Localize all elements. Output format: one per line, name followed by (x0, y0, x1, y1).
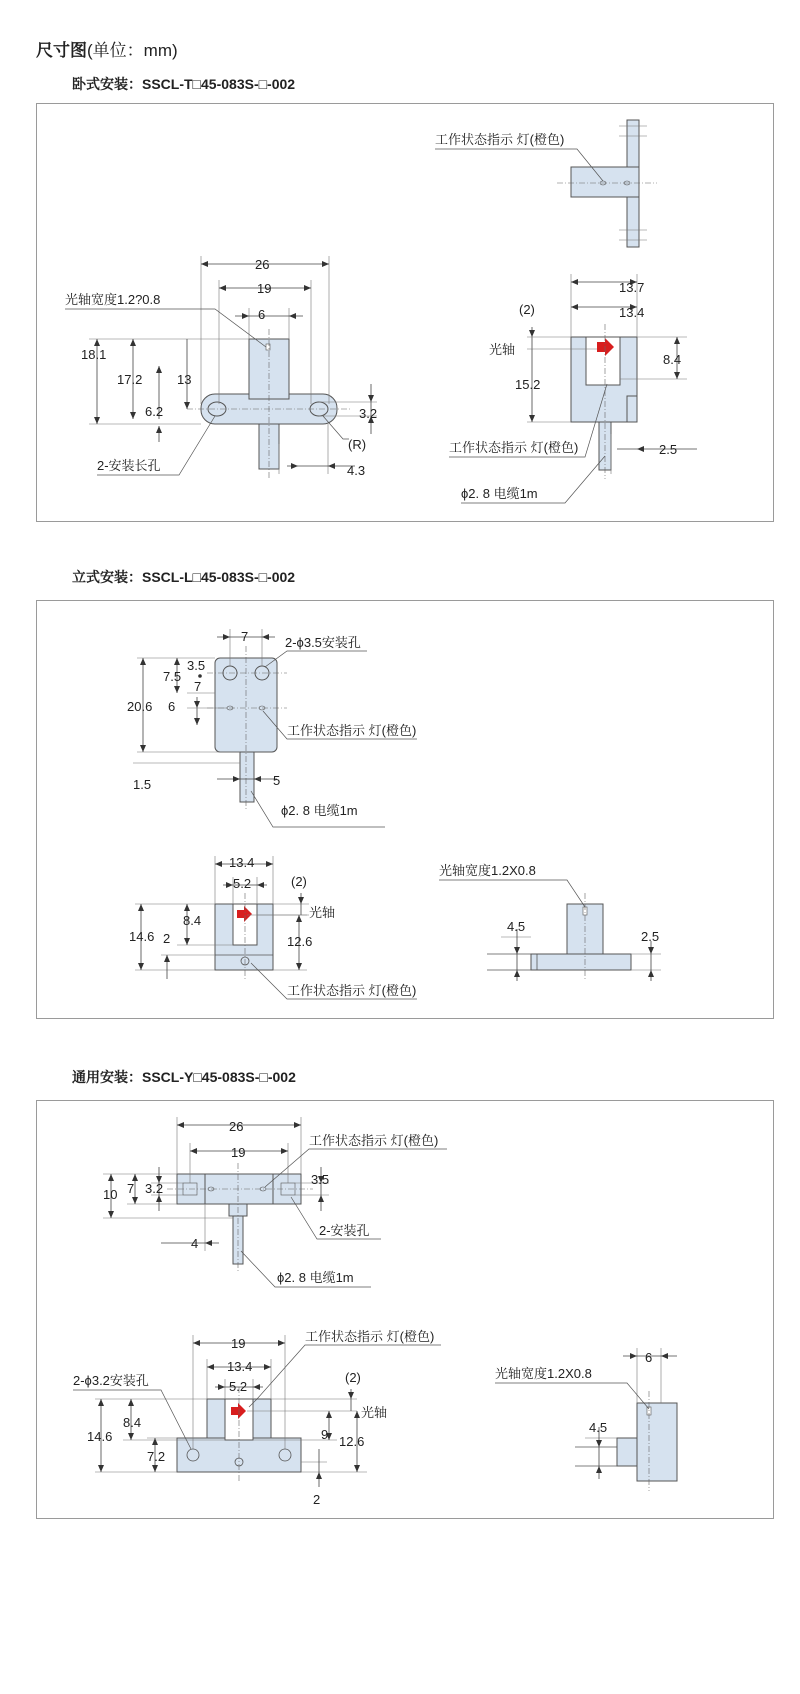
dim-13-4: 13.4 (227, 1359, 253, 1374)
dim-5: 5 (273, 773, 281, 788)
horizontal-top-view (435, 120, 657, 247)
dim-7: 7 (127, 1181, 135, 1196)
horizontal-front-view (65, 256, 377, 479)
vertical-right-view (439, 863, 661, 981)
dim-15-2: 15.2 (515, 377, 541, 392)
dim-20-6: 20.6 (127, 699, 153, 714)
dim-4-3: 4.3 (347, 463, 366, 478)
dim-6-2: 6.2 (145, 404, 164, 419)
dim-26: 26 (255, 257, 270, 272)
dim-3-5: 3.5 (187, 658, 206, 673)
dim-13-4: 13.4 (229, 855, 255, 870)
universal-right-view (495, 1348, 677, 1491)
page-title-unit: (单位：mm) (87, 41, 178, 60)
dim-6: 6 (645, 1350, 653, 1365)
dim-2b: 2 (313, 1492, 321, 1507)
dim-13-4: 13.4 (619, 305, 645, 320)
label-mount-holes: 2-安装孔 (319, 1223, 370, 1238)
dim-8-4: 8.4 (183, 913, 202, 928)
panel-horizontal-mount (36, 103, 774, 522)
dim-12-6: 12.6 (339, 1434, 365, 1449)
dim-10: 10 (103, 1187, 118, 1202)
dim-4: 4 (191, 1236, 199, 1251)
dim-7-2: 7.2 (147, 1449, 166, 1464)
dim-2: (2) (291, 874, 307, 889)
universal-side-view (73, 1329, 441, 1507)
label-indicator: 工作状态指示 灯(橙色) (309, 1133, 439, 1148)
dim-7-5: 7.5 (163, 669, 182, 684)
label-optical-axis-width: 光轴宽度1.2X0.8 (495, 1366, 592, 1381)
dim-4-5: 4.5 (589, 1420, 608, 1435)
dim-3-2: 3.2 (359, 406, 378, 421)
vertical-side-view (129, 855, 417, 999)
dim-12-6: 12.6 (287, 934, 313, 949)
dim-2: (2) (345, 1370, 361, 1385)
label-cable: ϕ2. 8 电缆1m (281, 803, 358, 818)
label-optical-axis-width: 光轴宽度1.2?0.8 (65, 292, 161, 307)
dim-5-2: 5.2 (229, 1379, 248, 1394)
dim-2-5: 2.5 (659, 442, 678, 457)
dim-13: 13 (177, 372, 192, 387)
label-indicator-2: 工作状态指示 灯(橙色) (305, 1329, 435, 1344)
dim-13-7: 13.7 (619, 280, 645, 295)
label-mount-holes-2: 2-ϕ3.2安装孔 (73, 1373, 149, 1388)
dim-7: 7 (241, 629, 249, 644)
label-radius: (R) (348, 437, 367, 452)
dim-1-5: 1.5 (133, 777, 152, 792)
drawing-vertical-mount (37, 601, 773, 1018)
label-indicator: 工作状态指示 灯(橙色) (287, 723, 417, 738)
universal-top-view (103, 1117, 447, 1287)
dim-2: (2) (519, 302, 535, 317)
dim-9: 9 (321, 1427, 329, 1442)
label-mount-holes: 2-ϕ3.5安装孔 (285, 635, 361, 650)
dim-17-2: 17.2 (117, 372, 143, 387)
dim-8-4: 8.4 (663, 352, 682, 367)
label-optical-axis-width: 光轴宽度1.2X0.8 (439, 863, 536, 878)
dim-26: 26 (229, 1119, 244, 1134)
dim-8-4: 8.4 (123, 1415, 142, 1430)
label-optical-axis: 光轴 (309, 905, 336, 920)
label-indicator-2: 工作状态指示 灯(橙色) (287, 983, 417, 998)
panel-universal-mount (36, 1100, 774, 1519)
dim-6: 6 (168, 699, 176, 714)
section-heading-horizontal: 卧式安装：SSCL-T□45-083S-□-002 (72, 76, 296, 92)
label-cable: ϕ2. 8 电缆1m (277, 1270, 354, 1285)
dim-4-5: 4.5 (507, 919, 526, 934)
dim-19b: 19 (231, 1336, 246, 1351)
dim-5-2: 5.2 (233, 876, 252, 891)
vertical-front-view (127, 629, 417, 827)
dim-7b: 7 (194, 679, 202, 694)
page-title: 尺寸图(单位：mm) (36, 41, 178, 60)
label-cable: ϕ2. 8 电缆1m (461, 486, 538, 501)
dim-19: 19 (231, 1145, 246, 1160)
dim-14-6: 14.6 (129, 929, 155, 944)
drawing-horizontal-mount (37, 104, 773, 521)
label-optical-axis: 光轴 (361, 1405, 388, 1420)
dim-19: 19 (257, 281, 272, 296)
dim-2-5: 2.5 (641, 929, 660, 944)
section-heading-universal: 通用安装：SSCL-Y□45-083S-□-002 (72, 1069, 296, 1085)
label-indicator-2: 工作状态指示 灯(橙色) (449, 440, 579, 455)
dim-2b: 2 (163, 931, 171, 946)
label-slot-holes: 2-安装长孔 (97, 458, 161, 473)
section-heading-vertical: 立式安装：SSCL-L□45-083S-□-002 (72, 569, 296, 585)
dim-3-2: 3.2 (145, 1181, 164, 1196)
drawing-universal-mount (37, 1101, 773, 1518)
dim-6: 6 (258, 307, 266, 322)
dim-3-5: 3.5 (311, 1172, 330, 1187)
panel-vertical-mount (36, 600, 774, 1019)
dim-14-6: 14.6 (87, 1429, 113, 1444)
dim-18-1: 18.1 (81, 347, 107, 362)
horizontal-side-view (449, 274, 697, 503)
label-optical-axis: 光轴 (489, 342, 516, 357)
label-indicator: 工作状态指示 灯(橙色) (435, 132, 565, 147)
